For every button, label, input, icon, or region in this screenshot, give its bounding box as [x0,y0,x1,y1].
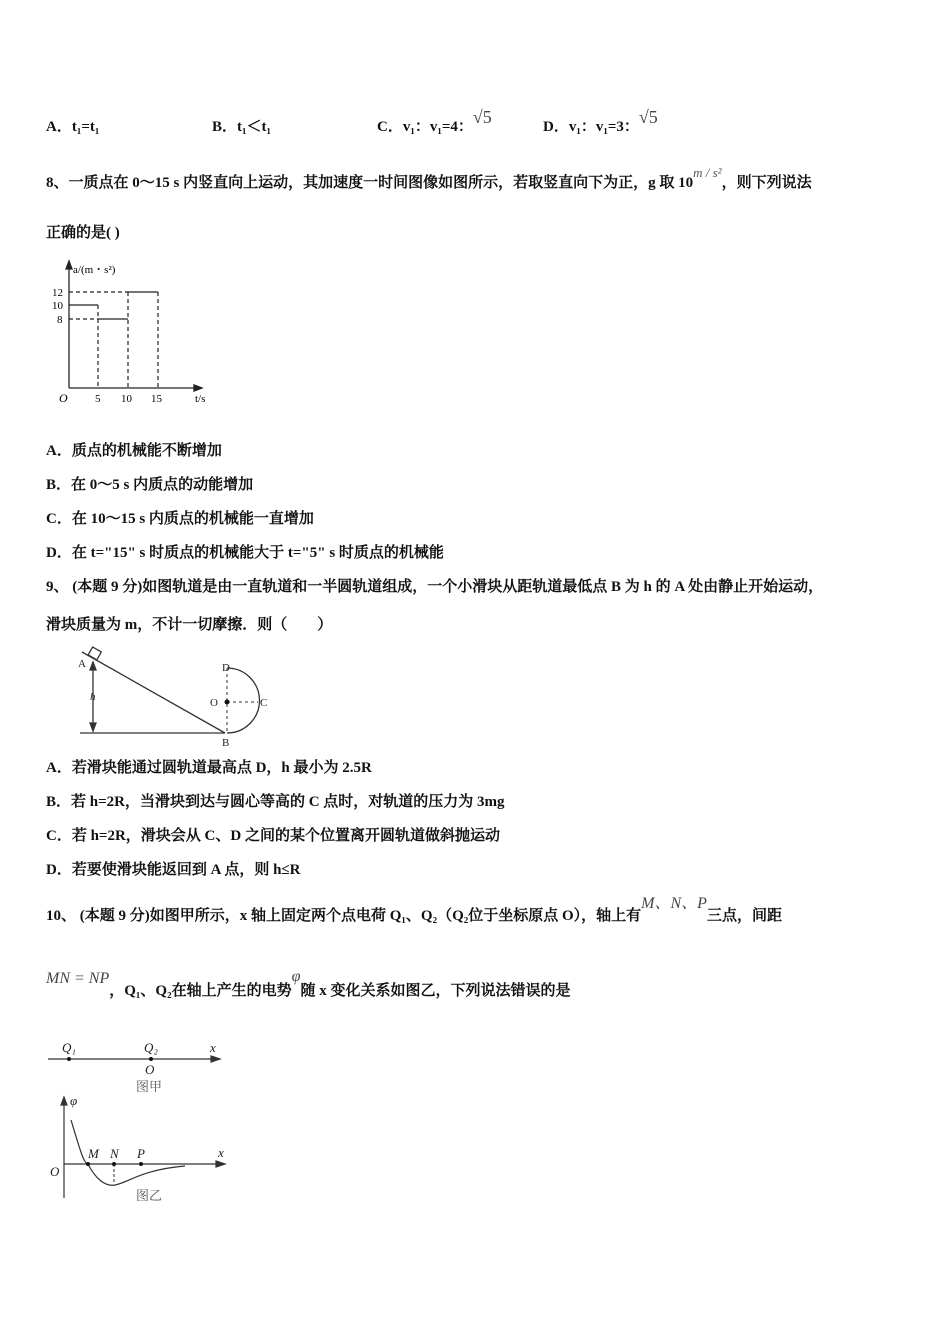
label-d: D [222,662,230,674]
q8-acceleration-graph [40,255,230,415]
caption-fig-a: 图甲 [136,1079,163,1094]
q9-track-figure [70,640,280,750]
q8-stem-line1 [46,165,812,193]
mn-np-math: MN = NP [46,970,110,987]
y-axis-label: a/(m・s²) [73,264,116,276]
q8-option-b: B．在 0～5 s 内质点的动能增加 [46,477,254,493]
label-h: h [90,691,96,703]
phi-symbol: φ [291,968,301,985]
q8-option-d: D．在 t="15" s 时质点的机械能大于 t="5" s 时质点的机械能 [46,545,444,561]
label-x2: x [218,1145,224,1160]
q10-stem-text2: ，Q₁、Q₂在轴上产生的电势 [109,983,292,999]
sqrt5: √5 [472,107,492,127]
q7-option-d [543,107,658,136]
mnp-math: M、N、P [641,895,707,912]
q10-figures [40,1030,240,1210]
q10-stem-end: 三点，间距 [706,908,782,924]
q10-stem-text: 10、 (本题 9 分)如图甲所示，x 轴上固定两个点电荷 Q₁、Q₂（Q₂位于坐标原点 O），轴上有 [46,908,642,924]
label-o: O [210,697,218,709]
label-o: O [145,1062,155,1077]
y-tick: 12 [52,287,63,299]
label-x: x [210,1040,216,1055]
label-p: P [137,1146,145,1161]
origin-label: O [59,391,68,405]
x-tick: 15 [151,393,162,405]
q9-stem-line1: 9、 (本题 9 分)如图轨道是由一直轨道和一半圆轨道组成，一个小滑块从距轨道最低点 B 为 h 的 A 处由静止开始运动， [46,579,824,595]
label-o2: O [50,1164,60,1179]
label-b: B [222,737,230,749]
label-a: A [78,658,86,670]
caption-fig-b: 图乙 [136,1188,163,1203]
q10-stem-line1 [46,895,782,926]
q7-option-c [377,107,492,136]
q7-option-b: B．t₁＜t₁ [212,119,271,135]
sqrt5: √5 [638,107,658,127]
label-phi: φ [70,1093,78,1108]
q7-option-d-text: D．v₁：v₁=3： [543,119,639,135]
q7-option-a: A．t₁=t₁ [46,119,100,135]
q9-stem-line2: 滑块质量为 m，不计一切摩擦．则（ ） [46,617,333,633]
q10-stem-line2 [46,968,571,1001]
label-n: N [110,1146,119,1161]
q8-stem-text: 8、一质点在 0～15 s 内竖直向上运动，其加速度一时间图像如图所示，若取竖直向下为正，g 取 10 [46,175,694,191]
q8-option-a: A．质点的机械能不断增加 [46,443,222,459]
q9-option-a: A．若滑块能通过圆轨道最高点 D，h 最小为 2.5R [46,760,372,776]
label-q1: Q₁ [62,1040,76,1055]
x-axis-label: t/s [195,393,206,405]
label-c: C [260,697,268,709]
x-tick: 10 [121,393,132,405]
label-q2: Q₂ [144,1040,158,1055]
q8-option-c: C．在 10～15 s 内质点的机械能一直增加 [46,511,314,527]
x-tick: 5 [95,393,101,405]
q10-stem-end2: 随 x 变化关系如图乙，下列说法错误的是 [300,983,571,999]
q9-option-c: C．若 h=2R，滑块会从 C、D 之间的某个位置离开圆轨道做斜抛运动 [46,828,500,844]
q7-option-c-text: C．v₁：v₁=4： [377,119,473,135]
q8-unit: m / s² [693,165,722,180]
q9-option-d: D．若要使滑块能返回到 A 点，则 h≤R [46,862,301,878]
label-m: M [88,1146,99,1161]
q9-option-b: B．若 h=2R，当滑块到达与圆心等高的 C 点时，对轨道的压力为 3mg [46,794,505,810]
y-tick: 8 [57,314,63,326]
q8-stem-end: ，则下列说法 [721,175,812,191]
y-tick: 10 [52,300,63,312]
q8-stem-line2: 正确的是( ) [46,225,120,241]
